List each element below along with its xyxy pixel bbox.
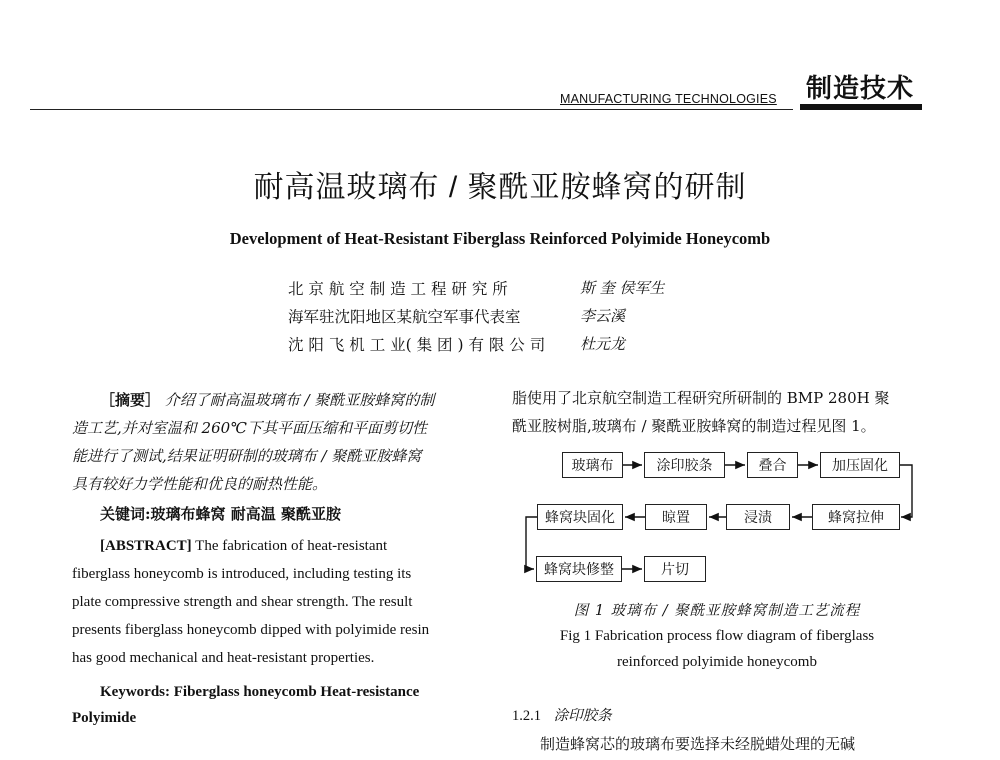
section-heading xyxy=(512,704,612,725)
abstract-cn-label: ［摘要］ xyxy=(100,391,161,409)
figure-caption-en-1: Fig 1 Fabrication process flow diagram of fiberglass xyxy=(559,628,875,644)
author-names-1: 斯 奎 侯军生 xyxy=(580,279,665,297)
section-label-en: MANUFACTURING TECHNOLOGIES xyxy=(560,92,777,106)
flow-step-airing: 晾置 xyxy=(645,504,707,530)
flow-step-block-trim: 蜂窝块修整 xyxy=(536,556,622,582)
flow-step-laminate: 叠合 xyxy=(747,452,798,478)
flow-step-dipping: 浸渍 xyxy=(726,504,790,530)
affiliation-3: 沈 阳 飞 机 工 业( 集 团 ) 有 限 公 司 xyxy=(288,336,546,354)
flow-step-slicing: 片切 xyxy=(644,556,706,582)
author-names-2: 李云溪 xyxy=(580,307,626,325)
abstract-cn-line-2: 造工艺,并对室温和 260℃下其平面压缩和平面剪切性 xyxy=(72,419,427,437)
flow-step-fiberglass-cloth: 玻璃布 xyxy=(562,452,623,478)
keywords-cn: 关键词:玻璃布蜂窝 耐高温 聚酰亚胺 xyxy=(100,505,341,523)
flow-step-block-cure: 蜂窝块固化 xyxy=(537,504,623,530)
abstract-en-line-3: plate compressive strength and shear strength. The result xyxy=(72,594,413,610)
section-title: 涂印胶条 xyxy=(553,708,612,724)
figure-caption-cn: 图 1 玻璃布 / 聚酰亚胺蜂窝制造工艺流程 xyxy=(573,603,861,619)
abstract-cn-line-1: ［摘要］ 介绍了耐高温玻璃布 / 聚酰亚胺蜂窝的制 xyxy=(100,391,435,409)
body-line-2: 酰亚胺树脂,玻璃布 / 聚酰亚胺蜂窝的制造过程见图 1。 xyxy=(512,417,876,435)
affiliation-2: 海军驻沈阳地区某航空军事代表室 xyxy=(288,308,521,326)
abstract-en-line-1: [ABSTRACT] The fabrication of heat-resistant xyxy=(100,538,388,554)
section-body-line-1: 制造蜂窝芯的玻璃布要选择未经脱蜡处理的无碱 xyxy=(540,735,856,753)
abstract-en-label: [ABSTRACT] xyxy=(100,538,192,554)
title-cn: 耐高温玻璃布 / 聚酰亚胺蜂窝的研制 xyxy=(253,171,747,204)
title-en: Development of Heat-Resistant Fiberglass Reinforced Polyimide Honeycomb xyxy=(229,229,771,248)
keywords-en-line-1: Keywords: Fiberglass honeycomb Heat-resistance xyxy=(100,684,420,700)
section-number: 1.2.1 xyxy=(512,708,541,724)
affiliation-1: 北 京 航 空 制 造 工 程 研 究 所 xyxy=(288,280,508,298)
abstract-cn-line-3: 能进行了测试,结果证明研制的玻璃布 / 聚酰亚胺蜂窝 xyxy=(72,447,422,465)
author-names-3: 杜元龙 xyxy=(580,335,626,353)
flow-step-print-adhesive: 涂印胶条 xyxy=(644,452,725,478)
abstract-en-line-4: presents fiberglass honeycomb dipped with polyimide resin xyxy=(72,622,430,638)
keywords-en-line-2: Polyimide xyxy=(72,710,137,726)
body-line-1: 脂使用了北京航空制造工程研究所研制的 BMP 280H 聚 xyxy=(512,389,890,407)
flow-step-expansion: 蜂窝拉伸 xyxy=(812,504,900,530)
abstract-en-line-2: fiberglass honeycomb is introduced, including testing its xyxy=(72,566,412,582)
figure-caption-en-2: reinforced polyimide honeycomb xyxy=(617,654,817,670)
abstract-en-line-5: has good mechanical and heat-resistant properties. xyxy=(72,650,375,666)
abstract-cn-line-4: 具有较好力学性能和优良的耐热性能。 xyxy=(72,475,328,493)
section-label-cn: 制造技术 xyxy=(806,74,915,104)
flow-step-press-cure: 加压固化 xyxy=(820,452,900,478)
